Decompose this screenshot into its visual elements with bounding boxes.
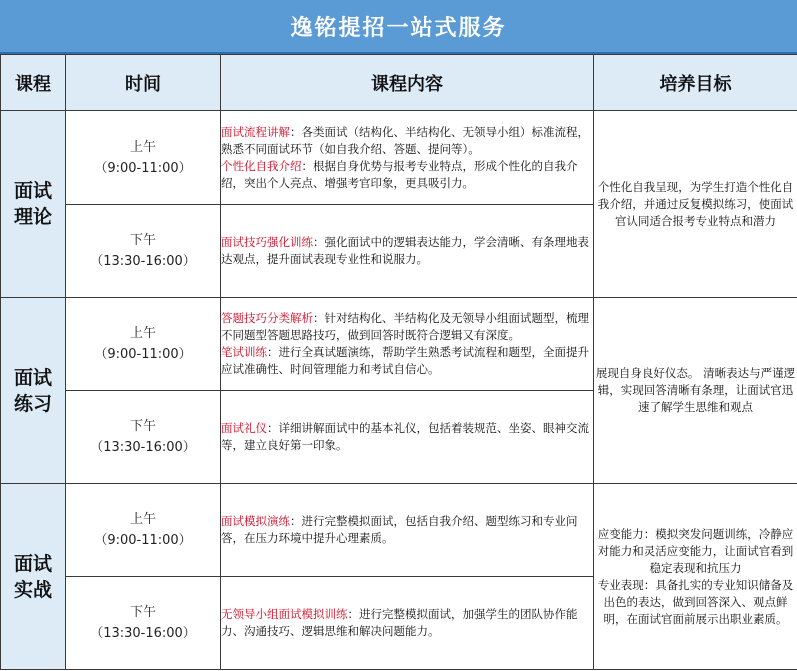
category-line: 练习 — [13, 392, 52, 415]
category-line: 理论 — [13, 206, 52, 228]
content-item — [221, 606, 593, 640]
header-goal: 培养目标 — [594, 55, 797, 111]
goal-text: 专业表现：具备扎实的专业知识储备及出色的表达，做到回答深入、观点鲜明，在面试官面前展示出职业素质。 — [597, 577, 794, 626]
content-item — [221, 158, 593, 192]
item-text: ：进行完整模拟面试，包括自我介绍、题型练习和专业问答，在压力环境中提升心理素质。 — [221, 514, 578, 545]
time-period: 下午 — [129, 233, 156, 248]
category-line: 面试 — [13, 366, 52, 389]
category-line: 实战 — [13, 578, 52, 601]
category-line: 面试 — [13, 552, 52, 575]
item-title: 面试礼仪 — [221, 421, 267, 435]
item-title: 面试流程讲解 — [221, 124, 290, 139]
time-hours: （13:30-16:00） — [90, 440, 196, 455]
content-cell — [221, 577, 594, 670]
item-text: ：各类面试（结构化、半结构化、无领导小组）标准流程，熟悉不同面试环节（如自我介绍、答题、提问等）。 — [221, 124, 589, 156]
header-time: 时间 — [66, 55, 221, 111]
item-text: ：详细讲解面试中的基本礼仪，包括着装规范、坐姿、眼神交流等，建立良好第一印象。 — [221, 421, 589, 452]
content-item — [221, 420, 593, 454]
item-title: 笔试训练 — [221, 345, 267, 359]
content-item — [221, 234, 593, 268]
category-theory — [1, 111, 66, 298]
time-period: 下午 — [129, 605, 156, 620]
item-title: 答题技巧分类解析 — [221, 311, 313, 325]
time-hours: （9:00-11:00） — [94, 533, 192, 548]
time-cell — [66, 111, 221, 205]
item-title: 个性化自我介绍 — [221, 158, 302, 173]
table-row — [1, 111, 797, 205]
table-row — [1, 298, 797, 391]
content-cell — [221, 484, 594, 577]
header-content: 课程内容 — [221, 55, 594, 111]
item-text: ：针对结构化、半结构化及无领导小组面试题型，梳理不同题型答题思路技巧，做到回答时既符合逻辑又有深度。 — [221, 311, 589, 342]
time-period: 上午 — [129, 512, 156, 527]
time-period: 下午 — [129, 419, 156, 434]
time-cell — [66, 484, 221, 577]
content-item — [221, 344, 593, 378]
category-combat — [1, 484, 66, 670]
content-cell — [221, 391, 594, 484]
item-text: ：进行全真试题演练，帮助学生熟悉考试流程和题型，全面提升应试准确性、时间管理能力和考试自信心。 — [221, 345, 589, 376]
time-cell — [66, 391, 221, 484]
time-period: 上午 — [129, 326, 156, 341]
goal-text: 应变能力：模拟突发问题训练，冷静应对能力和灵活应变能力，让面试官看到稳定表现和抗压力 — [597, 526, 794, 575]
goal-text: 个性化自我呈现，为学生打造个性化自我介绍，并通过反复模拟练习，使面试官认同适合报考专业特点和潜力 — [597, 179, 794, 228]
content-cell — [221, 205, 594, 298]
table-row — [1, 484, 797, 577]
goal-cell — [594, 484, 797, 670]
content-cell — [221, 111, 594, 205]
time-cell — [66, 298, 221, 391]
time-hours: （13:30-16:00） — [90, 254, 196, 269]
time-hours: （13:30-16:00） — [90, 626, 196, 641]
time-hours: （9:00-11:00） — [94, 160, 192, 176]
item-text: ：根据自身优势与报考专业特点，形成个性化的自我介绍，突出个人亮点、增强考官印象，更具吸引力。 — [221, 158, 578, 190]
category-practice — [1, 298, 66, 484]
time-hours: （9:00-11:00） — [94, 347, 192, 362]
goal-cell — [594, 111, 797, 298]
page-title: 逸铭提招一站式服务 — [0, 0, 797, 54]
content-item — [221, 513, 593, 547]
goal-cell — [594, 298, 797, 484]
time-cell — [66, 205, 221, 298]
item-text: ：进行完整模拟面试，加强学生的团队协作能力、沟通技巧、逻辑思维和解决问题能力。 — [221, 607, 578, 638]
item-text: ：强化面试中的逻辑表达能力，学会清晰、有条理地表达观点，提升面试表现专业性和说服力。 — [221, 235, 589, 266]
header-course: 课程 — [1, 55, 66, 111]
content-item — [221, 124, 593, 158]
content-item — [221, 310, 593, 344]
goal-text: 展现自身良好仪态。 清晰表达与严谨逻辑，实现回答清晰有条理，让面试官迅速了解学生思维和观点 — [595, 366, 796, 414]
category-line: 面试 — [13, 180, 52, 202]
item-title: 面试模拟演练 — [221, 514, 290, 528]
item-title: 面试技巧强化训练 — [221, 235, 313, 249]
content-cell — [221, 298, 594, 391]
time-cell — [66, 577, 221, 670]
header-row — [1, 55, 797, 111]
time-period: 上午 — [129, 139, 156, 155]
schedule-table — [0, 54, 797, 670]
item-title: 无领导小组面试模拟训练 — [221, 607, 348, 621]
